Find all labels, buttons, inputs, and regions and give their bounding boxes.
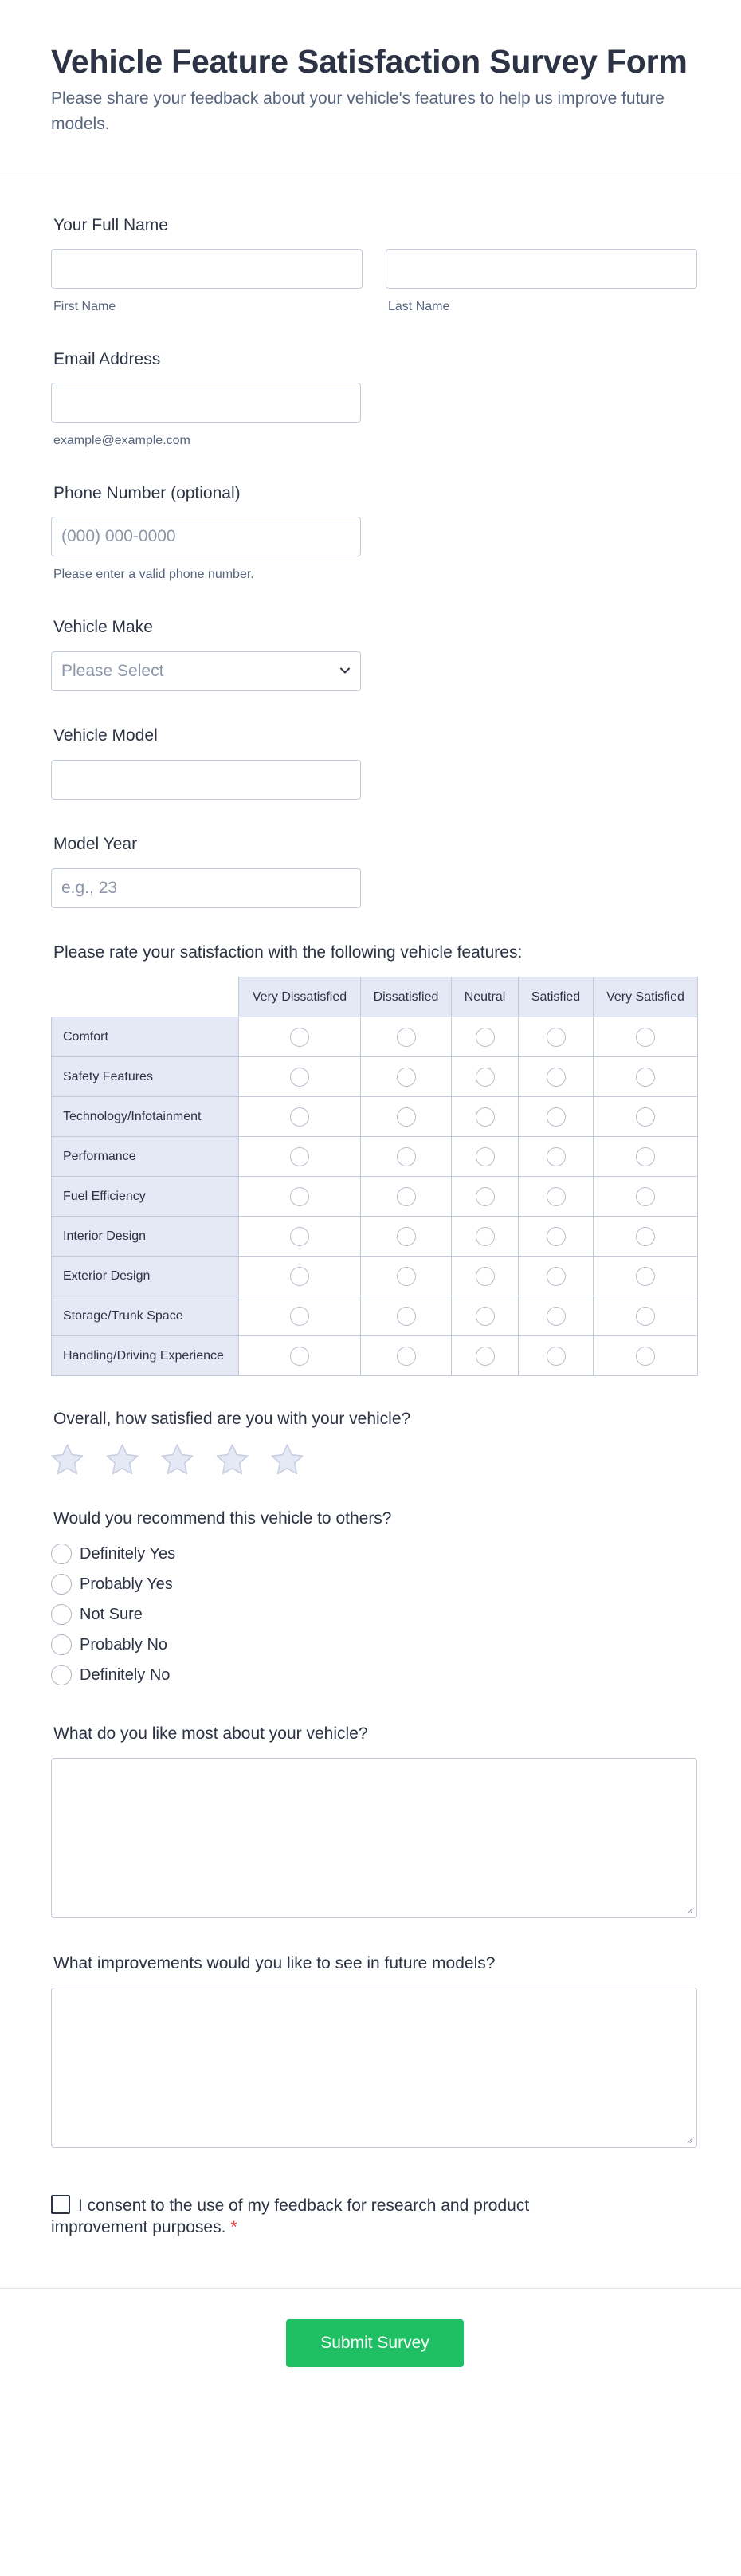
recommend-option-label: Definitely Yes (80, 1544, 176, 1563)
consent-row (51, 2195, 609, 2238)
consent-text: I consent to the use of my feedback for research and product improvement purposes. (51, 2196, 530, 2236)
recommend-label: Would you recommend this vehicle to others? (53, 1509, 392, 1528)
matrix-cell (239, 1177, 361, 1217)
matrix-radio[interactable] (397, 1347, 416, 1366)
matrix-row-label: Performance (52, 1137, 239, 1177)
matrix-cell (361, 1097, 452, 1137)
matrix-row (52, 1257, 698, 1296)
matrix-header-row (52, 977, 698, 1017)
matrix-radio[interactable] (397, 1187, 416, 1206)
required-mark: * (230, 2218, 237, 2236)
matrix-cell (519, 1097, 594, 1137)
matrix-radio[interactable] (636, 1028, 655, 1047)
matrix-cell (594, 1336, 698, 1376)
radio-button[interactable] (51, 1665, 72, 1685)
radio-button[interactable] (51, 1604, 72, 1625)
radio-button[interactable] (51, 1544, 72, 1564)
last-name-sublabel: Last Name (388, 300, 450, 313)
matrix-radio[interactable] (397, 1227, 416, 1246)
matrix-radio[interactable] (547, 1028, 566, 1047)
radio-button[interactable] (51, 1634, 72, 1655)
matrix-radio[interactable] (476, 1147, 495, 1166)
matrix-cell (239, 1057, 361, 1097)
page-subtitle: Please share your feedback about your vehicle's features to help us improve future models. (51, 89, 665, 133)
likes-label: What do you like most about your vehicle? (53, 1725, 368, 1743)
radio-button[interactable] (51, 1574, 72, 1595)
vehicle-make-placeholder: Please Select (51, 651, 361, 691)
matrix-cell (452, 1017, 519, 1057)
matrix-radio[interactable] (397, 1107, 416, 1127)
matrix-cell (239, 1137, 361, 1177)
matrix-radio[interactable] (636, 1347, 655, 1366)
recommend-options (51, 1539, 175, 1690)
matrix-cell (519, 1137, 594, 1177)
matrix-cell (594, 1257, 698, 1296)
email-sublabel: example@example.com (53, 434, 190, 447)
matrix-radio[interactable] (547, 1267, 566, 1286)
chevron-down-icon (339, 665, 351, 676)
matrix-radio[interactable] (547, 1068, 566, 1087)
matrix-row-label: Exterior Design (52, 1257, 239, 1296)
matrix-col-header: Satisfied (519, 977, 594, 1017)
matrix-radio[interactable] (636, 1147, 655, 1166)
star-icon[interactable] (104, 1443, 140, 1477)
improvements-label: What improvements would you like to see in future models? (53, 1954, 496, 1972)
matrix-cell (361, 1336, 452, 1376)
recommend-option[interactable] (51, 1599, 175, 1630)
matrix-cell (519, 1017, 594, 1057)
full-name-label: Your Full Name (53, 216, 168, 234)
star-rating (49, 1443, 305, 1477)
matrix-radio[interactable] (476, 1267, 495, 1286)
satisfaction-matrix (51, 977, 698, 1376)
resize-grip-icon[interactable] (685, 2136, 693, 2144)
last-name-input[interactable] (386, 249, 697, 289)
matrix-col-header: Dissatisfied (361, 977, 452, 1017)
recommend-option[interactable] (51, 1630, 175, 1660)
matrix-row (52, 1296, 698, 1336)
first-name-sublabel: First Name (53, 300, 116, 313)
improvements-textarea[interactable] (51, 1988, 697, 2148)
matrix-radio[interactable] (636, 1307, 655, 1326)
matrix-radio[interactable] (476, 1347, 495, 1366)
matrix-cell (361, 1057, 452, 1097)
star-icon[interactable] (159, 1443, 195, 1477)
matrix-cell (594, 1137, 698, 1177)
matrix-row-label: Comfort (52, 1017, 239, 1057)
matrix-cell (361, 1137, 452, 1177)
matrix-cell (361, 1257, 452, 1296)
matrix-cell (519, 1336, 594, 1376)
matrix-row (52, 1336, 698, 1376)
model-year-label: Model Year (53, 835, 138, 853)
matrix-cell (361, 1296, 452, 1336)
matrix-row-label: Handling/Driving Experience (52, 1336, 239, 1376)
matrix-row (52, 1217, 698, 1257)
matrix-radio[interactable] (636, 1227, 655, 1246)
form-header (0, 0, 741, 175)
matrix-cell (239, 1257, 361, 1296)
matrix-cell (452, 1177, 519, 1217)
form-footer (0, 2288, 741, 2401)
matrix-cell (519, 1296, 594, 1336)
matrix-cell (239, 1217, 361, 1257)
recommend-option[interactable] (51, 1539, 175, 1569)
matrix-col-header: Very Dissatisfied (239, 977, 361, 1017)
recommend-option-label: Probably No (80, 1635, 168, 1654)
matrix-cell (519, 1057, 594, 1097)
matrix-cell (452, 1057, 519, 1097)
matrix-row (52, 1017, 698, 1057)
matrix-cell (519, 1257, 594, 1296)
matrix-radio[interactable] (397, 1028, 416, 1047)
matrix-row-label: Safety Features (52, 1057, 239, 1097)
matrix-radio[interactable] (476, 1187, 495, 1206)
matrix-cell (361, 1217, 452, 1257)
star-icon[interactable] (269, 1443, 305, 1477)
matrix-radio[interactable] (397, 1147, 416, 1166)
matrix-radio[interactable] (290, 1227, 309, 1246)
star-icon[interactable] (49, 1443, 85, 1477)
matrix-radio[interactable] (290, 1187, 309, 1206)
matrix-cell (239, 1017, 361, 1057)
matrix-cell (452, 1336, 519, 1376)
matrix-cell (361, 1177, 452, 1217)
matrix-radio[interactable] (547, 1107, 566, 1127)
matrix-col-header: Neutral (452, 977, 519, 1017)
matrix-cell (519, 1177, 594, 1217)
likes-textarea[interactable] (51, 1758, 697, 1918)
matrix-cell (594, 1017, 698, 1057)
matrix-radio[interactable] (397, 1267, 416, 1286)
matrix-radio[interactable] (397, 1307, 416, 1326)
recommend-option-label: Probably Yes (80, 1575, 173, 1593)
matrix-radio[interactable] (547, 1187, 566, 1206)
submit-button[interactable]: Submit Survey (286, 2319, 464, 2367)
first-name-input[interactable] (51, 249, 363, 289)
email-input[interactable] (51, 383, 361, 423)
phone-sublabel: Please enter a valid phone number. (53, 568, 254, 581)
matrix-row-label: Interior Design (52, 1217, 239, 1257)
matrix-row (52, 1057, 698, 1097)
matrix-cell (452, 1217, 519, 1257)
matrix-radio[interactable] (547, 1307, 566, 1326)
matrix-radio[interactable] (290, 1107, 309, 1127)
matrix-cell (594, 1097, 698, 1137)
matrix-cell (594, 1057, 698, 1097)
matrix-radio[interactable] (290, 1147, 309, 1166)
matrix-corner (52, 977, 239, 1017)
matrix-radio[interactable] (397, 1068, 416, 1087)
matrix-radio[interactable] (547, 1227, 566, 1246)
resize-grip-icon[interactable] (685, 1906, 693, 1914)
star-icon[interactable] (214, 1443, 250, 1477)
page-title: Vehicle Feature Satisfaction Survey Form (51, 43, 688, 80)
matrix-radio[interactable] (476, 1307, 495, 1326)
matrix-radio[interactable] (290, 1347, 309, 1366)
matrix-radio[interactable] (290, 1028, 309, 1047)
vehicle-model-label: Vehicle Model (53, 726, 158, 745)
matrix-radio[interactable] (636, 1107, 655, 1127)
matrix-radio[interactable] (476, 1227, 495, 1246)
matrix-row (52, 1097, 698, 1137)
recommend-option[interactable] (51, 1660, 175, 1690)
vehicle-make-select[interactable] (51, 651, 361, 691)
matrix-cell (239, 1097, 361, 1137)
matrix-row-label: Storage/Trunk Space (52, 1296, 239, 1336)
recommend-option-label: Definitely No (80, 1666, 171, 1684)
matrix-col-header: Very Satisfied (594, 977, 698, 1017)
vehicle-make-label: Vehicle Make (53, 618, 153, 636)
rating-label: Overall, how satisfied are you with your vehicle? (53, 1410, 411, 1428)
matrix-row (52, 1177, 698, 1217)
matrix-cell (594, 1217, 698, 1257)
matrix-radio[interactable] (290, 1307, 309, 1326)
matrix-radio[interactable] (547, 1147, 566, 1166)
matrix-radio[interactable] (476, 1107, 495, 1127)
matrix-radio[interactable] (290, 1267, 309, 1286)
matrix-cell (452, 1097, 519, 1137)
matrix-cell (239, 1296, 361, 1336)
matrix-cell (361, 1017, 452, 1057)
matrix-radio[interactable] (476, 1068, 495, 1087)
phone-label: Phone Number (optional) (53, 484, 241, 502)
vehicle-model-input[interactable] (51, 760, 361, 800)
matrix-row (52, 1137, 698, 1177)
matrix-radio[interactable] (547, 1347, 566, 1366)
matrix-radio[interactable] (290, 1068, 309, 1087)
matrix-row-label: Fuel Efficiency (52, 1177, 239, 1217)
model-year-input[interactable] (51, 868, 361, 908)
recommend-option-label: Not Sure (80, 1605, 143, 1623)
matrix-cell (452, 1257, 519, 1296)
matrix-radio[interactable] (636, 1187, 655, 1206)
matrix-radio[interactable] (476, 1028, 495, 1047)
matrix-cell (594, 1296, 698, 1336)
matrix-radio[interactable] (636, 1068, 655, 1087)
email-label: Email Address (53, 350, 161, 368)
matrix-cell (594, 1177, 698, 1217)
matrix-row-label: Technology/Infotainment (52, 1097, 239, 1137)
matrix-label: Please rate your satisfaction with the following vehicle features: (53, 943, 523, 962)
matrix-cell (519, 1217, 594, 1257)
phone-input[interactable] (51, 517, 361, 556)
matrix-cell (239, 1336, 361, 1376)
matrix-radio[interactable] (636, 1267, 655, 1286)
matrix-cell (452, 1137, 519, 1177)
recommend-option[interactable] (51, 1569, 175, 1599)
consent-checkbox[interactable] (51, 2195, 70, 2214)
matrix-cell (452, 1296, 519, 1336)
